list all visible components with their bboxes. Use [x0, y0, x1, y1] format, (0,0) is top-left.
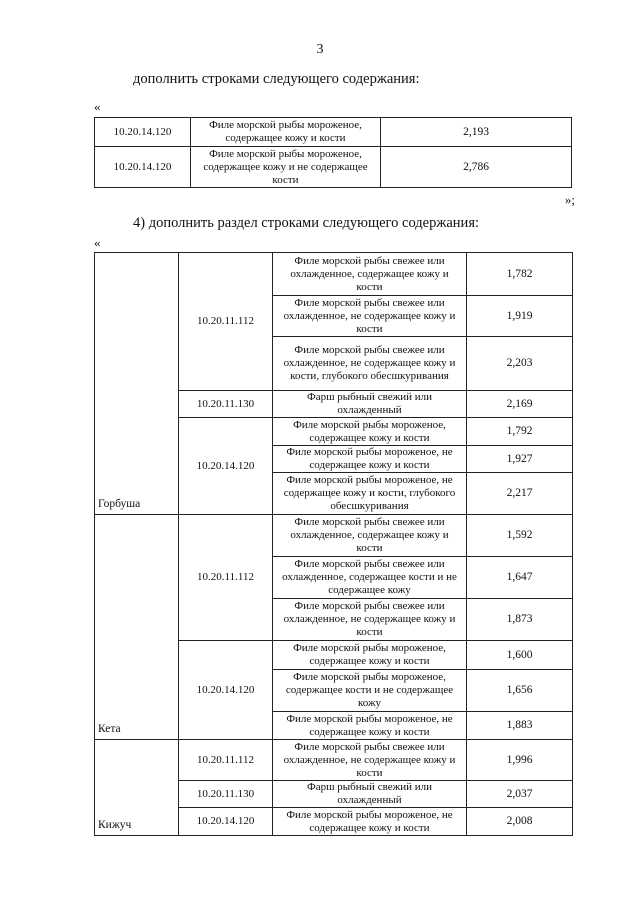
coefficient-cell: 1,883	[467, 712, 573, 740]
product-description-cell: Филе морской рыбы мороженое, содержащее кожу и кости	[273, 641, 467, 670]
product-description-cell: Филе морской рыбы мороженое, не содержащее кожу и кости	[273, 808, 467, 836]
okpd-code-cell: 10.20.14.120	[179, 418, 273, 515]
product-description-cell: Филе морской рыбы мороженое, содержащее кожу и кости	[273, 418, 467, 446]
coefficient-cell: 1,647	[467, 557, 573, 599]
product-description-cell: Филе морской рыбы мороженое, не содержащее кожу и кости	[273, 446, 467, 473]
product-description-cell: Филе морской рыбы мороженое, не содержащее кожу и кости, глубокого обесшкуривания	[273, 473, 467, 515]
product-description-cell: Филе морской рыбы свежее или охлажденное, не содержащее кожу и кости	[273, 599, 467, 641]
opening-quote: «	[94, 99, 101, 114]
product-description-cell: Филе морской рыбы свежее или охлажденное, содержащее кости и не содержащее кожу	[273, 557, 467, 599]
product-description-cell: Филе морской рыбы свежее или охлажденное, содержащее кожу и кости	[273, 253, 467, 296]
table2-row	[95, 253, 573, 296]
species-cell: Кета	[95, 515, 179, 740]
coefficient-cell: 1,656	[467, 670, 573, 712]
okpd-code-cell: 10.20.11.112	[179, 740, 273, 781]
coefficient-cell: 1,792	[467, 418, 573, 446]
coefficient-cell: 2,203	[467, 337, 573, 391]
opening-quote-2: «	[94, 235, 101, 250]
table1-description-cell: Филе морской рыбы мороженое, содержащее кожу и не содержащее кости	[191, 147, 381, 188]
coefficient-cell: 1,873	[467, 599, 573, 641]
coefficient-cell: 2,008	[467, 808, 573, 836]
product-description-cell: Фарш рыбный свежий или охлажденный	[273, 781, 467, 808]
table1-code-cell: 10.20.14.120	[95, 118, 191, 147]
table1-row	[95, 118, 572, 147]
product-description-cell: Филе морской рыбы мороженое, не содержащее кожу и кости	[273, 712, 467, 740]
coefficient-cell: 2,037	[467, 781, 573, 808]
coefficient-cell: 1,600	[467, 641, 573, 670]
product-description-cell: Филе морской рыбы свежее или охлажденное, не содержащее кожу и кости	[273, 740, 467, 781]
product-description-cell: Филе морской рыбы свежее или охлажденное, не содержащее кожу и кости	[273, 296, 467, 337]
closing-quote: »;	[564, 192, 575, 207]
paragraph-add-rows: дополнить строками следующего содержания:	[133, 71, 420, 87]
table2-row	[95, 515, 573, 557]
table1-value-cell: 2,786	[381, 147, 572, 188]
okpd-code-cell: 10.20.14.120	[179, 808, 273, 836]
table-2	[94, 252, 573, 836]
coefficient-cell: 1,996	[467, 740, 573, 781]
coefficient-cell: 1,592	[467, 515, 573, 557]
coefficient-cell: 1,927	[467, 446, 573, 473]
okpd-code-cell: 10.20.11.112	[179, 253, 273, 391]
product-description-cell: Филе морской рыбы мороженое, содержащее кости и не содержащее кожу	[273, 670, 467, 712]
table1-row	[95, 147, 572, 188]
okpd-code-cell: 10.20.14.120	[179, 641, 273, 740]
okpd-code-cell: 10.20.11.130	[179, 781, 273, 808]
coefficient-cell: 2,217	[467, 473, 573, 515]
product-description-cell: Филе морской рыбы свежее или охлажденное, не содержащее кожу и кости, глубокого обесшкуривания	[273, 337, 467, 391]
table-1	[94, 117, 572, 188]
okpd-code-cell: 10.20.11.112	[179, 515, 273, 641]
coefficient-cell: 1,782	[467, 253, 573, 296]
table1-value-cell: 2,193	[381, 118, 572, 147]
page-number: 3	[316, 42, 324, 57]
coefficient-cell: 2,169	[467, 391, 573, 418]
table1-code-cell: 10.20.14.120	[95, 147, 191, 188]
species-cell: Кижуч	[95, 740, 179, 836]
product-description-cell: Фарш рыбный свежий или охлажденный	[273, 391, 467, 418]
product-description-cell: Филе морской рыбы свежее или охлажденное, содержащее кожу и кости	[273, 515, 467, 557]
table2-row	[95, 740, 573, 781]
paragraph-section-4: 4) дополнить раздел строками следующего содержания:	[133, 215, 480, 231]
species-cell: Горбуша	[95, 253, 179, 515]
okpd-code-cell: 10.20.11.130	[179, 391, 273, 418]
table1-description-cell: Филе морской рыбы мороженое, содержащее кожу и кости	[191, 118, 381, 147]
coefficient-cell: 1,919	[467, 296, 573, 337]
